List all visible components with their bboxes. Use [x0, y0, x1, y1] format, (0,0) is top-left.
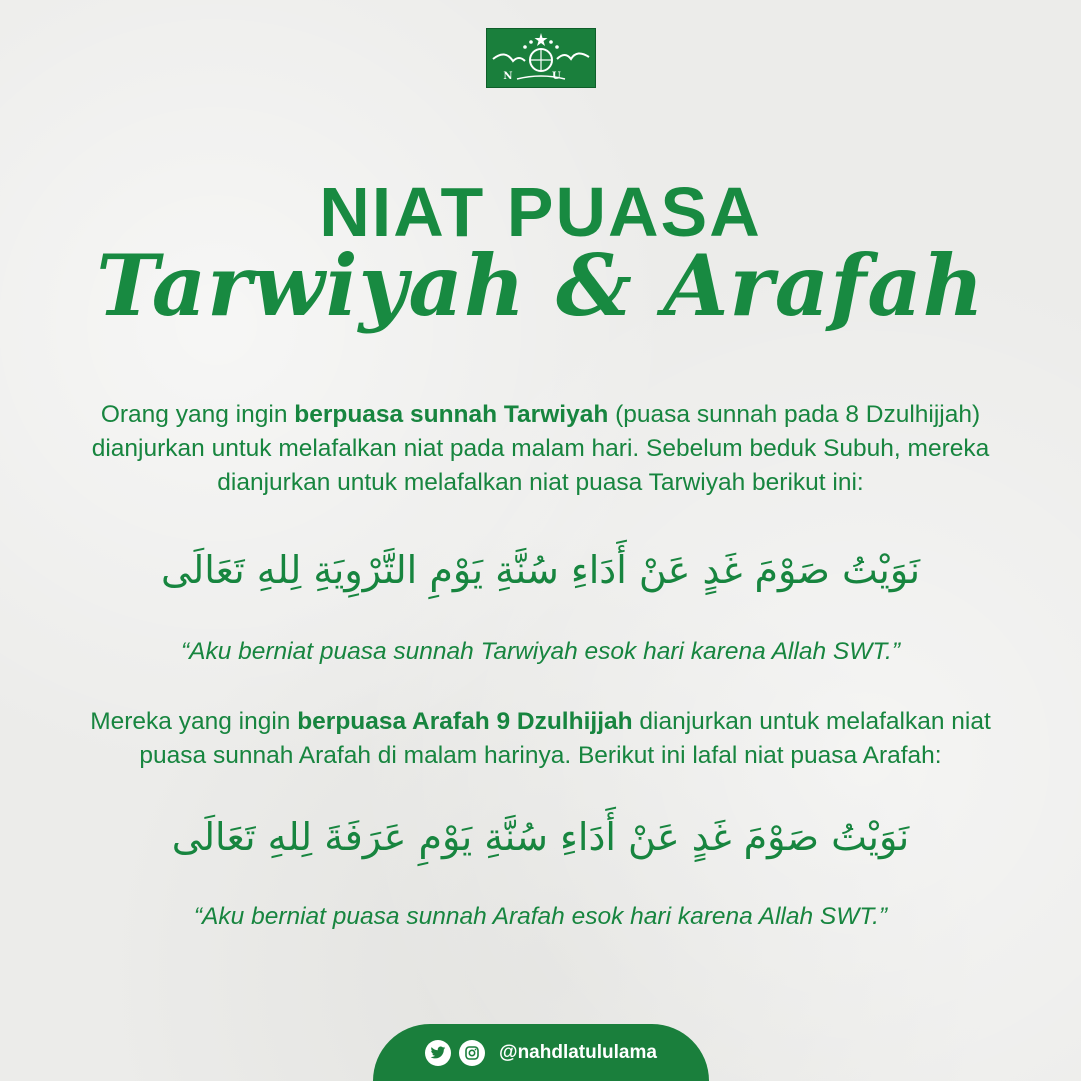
social-handle[interactable]: @nahdlatululama	[499, 1041, 657, 1063]
logo-lettering: N U	[503, 71, 579, 82]
arafah-arabic-niat: نَوَيْتُ صَوْمَ غَدٍ عَنْ أَدَاءِ سُنَّةِ يَوْمِ عَرَفَةَ لِلهِ تَعَالَى	[171, 815, 910, 859]
page-title: NIAT PUASA	[319, 173, 762, 251]
arafah-intro: Mereka yang ingin berpuasa Arafah 9 Dzulhijjah dianjurkan untuk melafalkan niat puasa sunnah Arafah di malam harinya. Berikut ini lafal niat puasa Arafah:	[90, 708, 991, 769]
arafah-translation: “Aku berniat puasa sunnah Arafah esok hari karena Allah SWT.”	[193, 903, 888, 930]
social-footer	[373, 1024, 709, 1081]
instagram-icon[interactable]	[459, 1040, 485, 1066]
arafah-intro-bold: berpuasa Arafah 9 Dzulhijjah	[297, 708, 633, 735]
page-subtitle: Tarwiyah & Arafah	[96, 236, 985, 335]
tarwiyah-translation: “Aku berniat puasa sunnah Tarwiyah esok hari karena Allah SWT.”	[180, 638, 901, 665]
tarwiyah-intro-bold: berpuasa sunnah Tarwiyah	[294, 401, 609, 428]
tarwiyah-arabic-niat: نَوَيْتُ صَوْمَ غَدٍ عَنْ أَدَاءِ سُنَّةِ يَوْمِ التَّرْوِيَةِ لِلهِ تَعَالَى	[160, 548, 921, 592]
tarwiyah-intro: Orang yang ingin berpuasa sunnah Tarwiyah (puasa sunnah pada 8 Dzulhijjah) dianjurkan untuk melafalkan niat pada malam hari. Sebelum beduk Subuh, mereka dianjurkan untuk melafalkan niat puasa Tarwiyah berikut ini:	[91, 401, 990, 496]
twitter-icon[interactable]	[425, 1040, 451, 1066]
nu-logo	[486, 28, 596, 88]
